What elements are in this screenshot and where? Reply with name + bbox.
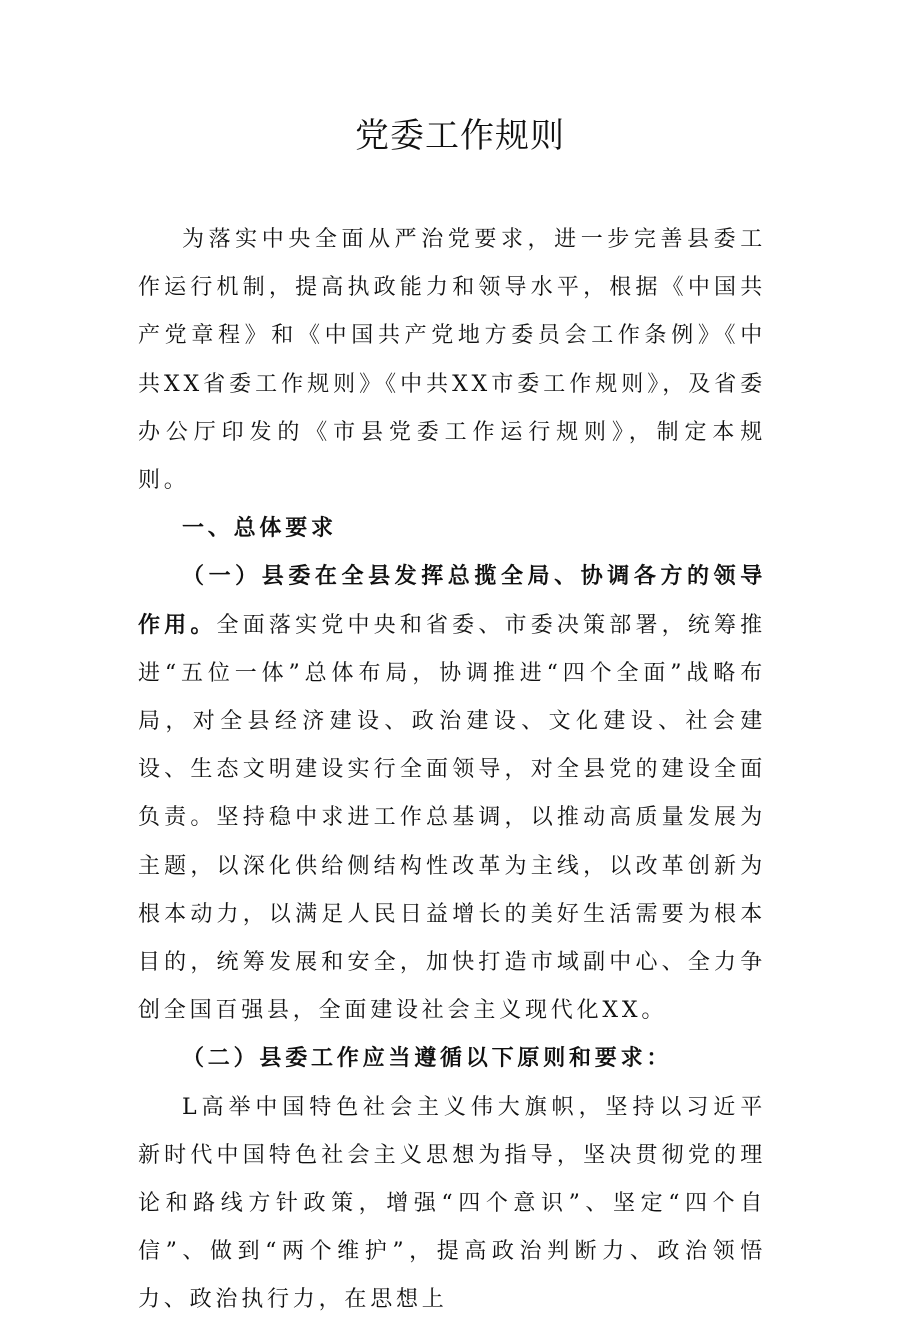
item-2-point-1: L高举中国特色社会主义伟大旗帜，坚持以习近平新时代中国特色社会主义思想为指导，坚决贯彻党的理论和路线方针政策，增强“四个意识”、坚定“四个自信”、做到“两个维护”，提高政治判断力、政治领悟力、政治执行力，在思想上	[138, 1094, 766, 1313]
intro-paragraph: 为落实中央全面从严治党要求，进一步完善县委工作运行机制，提高执政能力和领导水平，根据《中国共产党章程》和《中国共产党地方委员会工作条例》《中共XX省委工作规则》《中共XX市委工作规则》，及省委办公厅印发的《市县党委工作运行规则》，制定本规则。	[138, 227, 766, 494]
item-1-body: 全面落实党中央和省委、市委决策部署，统筹推进“五位一体”总体布局，协调推进“四个全面”战略布局，对全县经济建设、政治建设、文化建设、社会建设、生态文明建设实行全面领导，对全县党的建设全面负责。坚持稳中求进工作总基调，以推动高质量发展为主题，以深化供给侧结构性改革为主线，以改革创新为根本动力，以满足人民日益增长的美好生活需要为根本目的，统筹发展和安全，加快打造市域副中心、全力争创全国百强县，全面建设社会主义现代化XX。	[138, 612, 766, 1024]
document-body	[138, 216, 766, 1325]
item-2-lead: （二）县委工作应当遵循以下原则和要求：	[182, 1046, 673, 1072]
document-title: 党委工作规则	[355, 116, 565, 156]
item-1-paragraph	[138, 553, 766, 1035]
section-heading-overall-requirements: 一、总体要求	[182, 516, 337, 542]
item-1-lead: （一）县委在全县发挥总揽全局、协调各方的领导作用。	[138, 564, 766, 638]
